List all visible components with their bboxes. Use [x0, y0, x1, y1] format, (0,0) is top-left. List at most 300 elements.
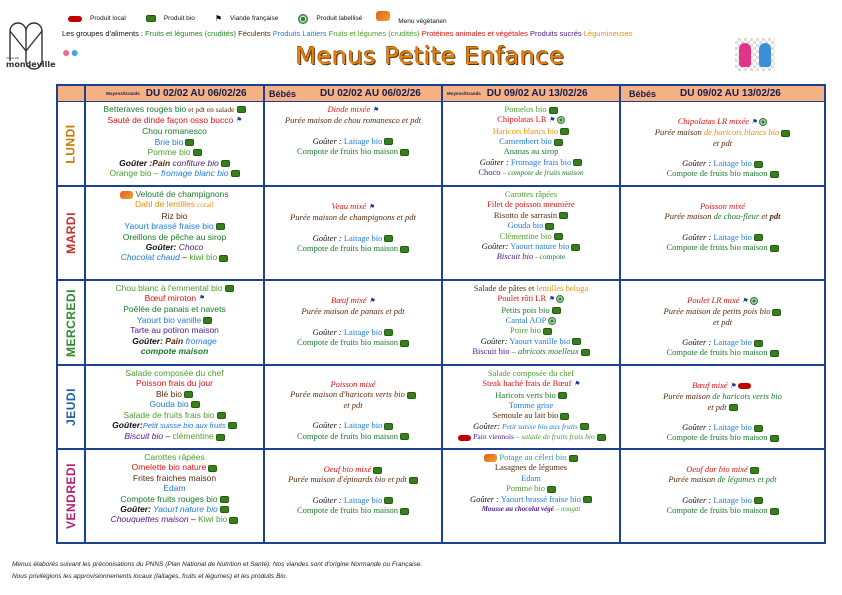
bio-icon [569, 455, 578, 462]
label-rouge-icon [557, 116, 565, 124]
footer-notes [12, 559, 422, 583]
bio-icon [754, 425, 763, 432]
french-flag-icon: ⚑ [214, 14, 223, 23]
menu-item: Mousse au chocolat végé [481, 505, 554, 514]
menu-item: Lasagnes de légumes [494, 462, 568, 473]
bio-icon [229, 517, 238, 524]
menu-item: Carottes râpées [144, 452, 205, 462]
vegetarian-icon [376, 11, 390, 21]
snack-label: Goûter : [682, 231, 712, 242]
bio-icon [400, 340, 409, 347]
day-label: MERCREDI [64, 288, 79, 357]
legend-veg [376, 6, 446, 25]
footer-line-2: Nous privilégions les approvisionnements locaux (laitages, fruits et légumes) et les produits Bio. [12, 573, 288, 580]
menu-item: Laitage bio [341, 135, 383, 146]
menu-item: Laitage bio [711, 422, 752, 433]
menu-table [56, 84, 826, 544]
french-flag-icon: ⚑ [235, 116, 242, 124]
menu-cell-vendredi-w2-bb [621, 450, 826, 544]
snack-label: Goûter: [132, 335, 163, 346]
bio-icon [237, 106, 246, 113]
snack-label: Goûter : [119, 157, 153, 168]
menu-item: fromage blanc bio [160, 167, 229, 178]
french-flag-icon: ⚑ [198, 294, 205, 302]
menu-item: Frites fraiches maison [132, 472, 217, 483]
bio-icon [407, 392, 416, 399]
menu-item: Orange bio – [109, 167, 161, 178]
bio-icon [754, 340, 763, 347]
menu-item: Purée maison [668, 474, 718, 485]
menu-item: – nougat [553, 505, 581, 514]
bio-icon [409, 477, 418, 484]
menu-item: Chocolat chaud [120, 252, 180, 263]
legend-veg-label: Menu végétarien [398, 18, 447, 25]
menu-item: Oeuf bio mixé [323, 464, 372, 474]
babies-icon [735, 38, 775, 71]
bio-icon [225, 285, 234, 292]
bio-icon [185, 139, 194, 146]
menu-item: Chouquettes maison [110, 514, 189, 525]
local-product-icon [738, 383, 751, 389]
bio-icon [770, 508, 779, 515]
bio-icon [545, 223, 554, 230]
bio-icon [552, 307, 561, 314]
menu-item: et pdt [712, 137, 733, 148]
menu-item: Pain [152, 157, 171, 168]
bio-icon [581, 349, 590, 356]
menu-item: Pomelos bio [504, 104, 547, 114]
menu-item: – salade de fruits frais bio [513, 432, 595, 442]
menu-item: Compote de fruits bio maison [296, 146, 399, 157]
bio-icon [384, 235, 393, 242]
menu-item: Cantal AOP [505, 315, 547, 326]
bio-icon [572, 338, 581, 345]
menu-cell-jeudi-w1-mg [86, 366, 265, 450]
header-week2-bb [621, 86, 826, 102]
legend-bio-label: Produit bio [163, 15, 195, 22]
label-rouge-icon [298, 14, 308, 24]
separator: – [179, 252, 190, 263]
group-veg: Fruits et légumes (crudités) [145, 29, 237, 38]
menu-item: Salade de pâtes et [473, 283, 537, 293]
bio-icon [560, 413, 569, 420]
menu-cell-mardi-w2-mg [443, 187, 621, 281]
bio-icon [770, 171, 779, 178]
menu-item: de haricots blancs bio [703, 127, 780, 138]
menu-item: Carottes râpées [504, 189, 558, 199]
menu-item: Compote de fruits bio maison [296, 505, 399, 516]
header-range: DU 02/02 AU 06/02/26 [145, 88, 247, 99]
menu-item: Petit suisse bio aux fruits [500, 421, 578, 431]
menu-item: et pdt [343, 399, 363, 410]
menu-item: de légumes et pdt [717, 474, 777, 485]
group-fruits: Fruits et légumes (crudités) [328, 29, 420, 38]
french-flag-icon: ⚑ [729, 381, 736, 390]
menu-item: Pain [162, 335, 184, 346]
french-flag-icon: ⚑ [368, 296, 375, 305]
snack-label: Goûter: [473, 420, 501, 431]
menu-item: Yaourt nature bio [150, 504, 218, 515]
menu-item: Petits pois bio [501, 304, 550, 315]
menu-item: Purée maison d'épinards bio et pdt [288, 474, 407, 485]
menu-cell-jeudi-w2-bb [621, 366, 826, 450]
menu-item: Tarte au potiron maison [130, 325, 219, 336]
menu-item: Purée maison d'haricots verts bio [290, 389, 405, 400]
bio-icon [384, 423, 393, 430]
menu-item: Purée maison [654, 127, 704, 138]
snack-label: Goûter : [312, 135, 342, 146]
menu-item: corail [195, 200, 214, 210]
bio-icon [781, 130, 790, 137]
menu-item: Biscuit bio [496, 251, 534, 262]
bio-icon [729, 404, 738, 411]
menu-item: et pdt [712, 316, 733, 327]
snack-label: Goûter : [312, 326, 342, 337]
menu-item: Edam [163, 483, 186, 494]
group-sweet: Produits sucrés [530, 29, 582, 38]
bio-icon [549, 107, 558, 114]
bio-icon [754, 234, 763, 241]
menu-item: Kiwi bio [198, 514, 228, 525]
snack-label: Goûter: [120, 504, 151, 515]
menu-item: Choco [478, 167, 501, 178]
menu-item: Compote de fruits bio maison [296, 243, 399, 254]
menu-item: lentilles beluga [536, 283, 589, 293]
menu-item: Salade de fruits frais bio [123, 409, 215, 420]
menu-item: Purée maison de panais et pdt [301, 306, 405, 317]
header-week1-mg [86, 86, 265, 102]
menu-item: Betteraves rouges bio [103, 104, 187, 114]
menu-item: Yaourt vanille bio [507, 335, 571, 346]
menu-item: Dinde mixée [327, 104, 371, 114]
french-flag-icon: ⚑ [548, 295, 555, 304]
menu-item: Semoule au lait bio [492, 410, 559, 421]
bio-icon [220, 506, 229, 513]
snack-label: Goûter: [112, 420, 143, 431]
menu-item: Filet de poisson meunière [487, 199, 575, 210]
menu-cell-lundi-w1-bb [265, 102, 443, 187]
label-rouge-icon [759, 118, 767, 126]
bio-icon [750, 467, 759, 474]
vegetarian-icon [120, 191, 133, 199]
header-week1-bb [265, 86, 443, 102]
day-mardi [58, 187, 86, 281]
menu-item: Laitage bio [341, 494, 383, 505]
menu-item: Poisson frais du jour [135, 378, 213, 389]
header-range: DU 09/02 AU 13/02/26 [680, 88, 781, 99]
menu-item: Laitage bio [711, 494, 752, 505]
menu-cell-mercredi-w2-bb [621, 281, 826, 366]
menu-item: Veau mixé [331, 201, 367, 211]
menu-item: Compote de fruits bio maison [296, 430, 399, 441]
logo-small-text: VILLE DE [6, 56, 20, 60]
legend-local [68, 15, 126, 22]
french-flag-icon: ⚑ [573, 380, 580, 389]
local-product-icon [68, 16, 82, 22]
menu-cell-mercredi-w1-mg [86, 281, 265, 366]
bio-icon [219, 255, 228, 262]
bio-icon [770, 350, 779, 357]
menu-item: Ananas au sirop [503, 146, 559, 157]
french-flag-icon: ⚑ [372, 105, 379, 114]
snack-label: Goûter : [682, 158, 712, 169]
header-week2-mg [443, 86, 621, 102]
menu-item: Bœuf miroton [144, 293, 197, 304]
menu-item: de chou-fleur [713, 211, 760, 222]
vegetarian-icon [484, 454, 497, 462]
footer-line-1: Menus élaborés suivant les préconisations du PNNS (Plan National de Nutrition et Santé). Nos viandes sont d'origine Normande ou Française. [12, 561, 423, 568]
snack-label: Goûter: [480, 335, 508, 346]
menu-item: et [759, 211, 770, 222]
bio-icon [400, 149, 409, 156]
menu-cell-mardi-w1-mg [86, 187, 265, 281]
header-small: Bébés [269, 88, 297, 99]
menu-item: Bœuf mixé [692, 380, 728, 390]
menu-item: clémentine [172, 431, 214, 442]
menu-cell-vendredi-w1-mg [86, 450, 265, 544]
french-flag-icon: ⚑ [741, 296, 748, 305]
header-small: Moyens/Grands [106, 91, 140, 96]
menu-item: Purée maison de champignons et pdt [290, 212, 416, 223]
bio-icon [191, 401, 200, 408]
menu-item: Pain viennois [473, 432, 514, 442]
bio-icon [220, 496, 229, 503]
menu-item: Potage au céleri bio [499, 452, 567, 462]
menu-item: Pomme bio [506, 483, 545, 494]
menu-cell-mercredi-w2-mg [443, 281, 621, 366]
bio-icon [554, 139, 563, 146]
menu-item: Laitage bio [711, 158, 752, 169]
legend-local-label: Produit local [90, 15, 126, 22]
french-flag-icon: ⚑ [368, 202, 375, 211]
snack-label: Goûter : [682, 494, 712, 505]
food-groups-legend [62, 29, 633, 38]
baby-feet-icon: ●● [62, 44, 79, 60]
snack-label: Goûter : [312, 232, 342, 243]
menu-item: Sauté de dinde façon osso bucco [107, 115, 234, 126]
label-rouge-icon [548, 317, 556, 325]
legend-french [215, 14, 278, 23]
menu-item: Yaourt brassé fraise bio [124, 221, 214, 232]
bio-icon [384, 329, 393, 336]
menu-item: Omelette bio nature [131, 462, 207, 473]
bio-icon [208, 465, 217, 472]
menu-item: Poisson mixé [699, 201, 746, 211]
menu-item: Blé bio [156, 388, 182, 399]
menu-cell-mardi-w2-bb [621, 187, 826, 281]
legend-bio [146, 15, 195, 22]
day-label: MARDI [64, 212, 79, 254]
page-title: Menus Petite Enfance [295, 42, 565, 70]
group-legumes: Légumineuses [583, 29, 633, 38]
header-small: Moyens/Grands [447, 91, 481, 96]
menu-item: Compote de fruits bio maison [296, 337, 399, 348]
menu-item: et pdt en salade [186, 105, 235, 114]
bio-icon [770, 435, 779, 442]
menu-item: Yaourt brassé fraise bio [499, 493, 581, 504]
bio-icon [184, 391, 193, 398]
menu-item: Laitage bio [711, 337, 752, 348]
menu-item: kiwi bio [189, 252, 218, 263]
menu-item: Biscuit bio – [124, 431, 173, 442]
bio-icon [217, 412, 226, 419]
bio-icon [554, 233, 563, 240]
menu-item: fromage [183, 335, 217, 346]
day-label: JEUDI [64, 388, 78, 426]
bio-icon [754, 161, 763, 168]
bio-icon [203, 317, 212, 324]
groups-intro: Les groupes d'aliments : [62, 29, 146, 38]
snack-label: Goûter : [312, 420, 342, 431]
header-small: Bébés [629, 88, 657, 99]
snack-label: Goûter : [682, 337, 712, 348]
legend-label-label: Produit labellisé [316, 15, 363, 22]
bio-icon [400, 246, 409, 253]
menu-item: Dahl de lentilles [135, 199, 196, 210]
menu-item: Steak haché frais de Bœuf [482, 378, 572, 389]
menu-item: de haricots verts bio [712, 391, 782, 402]
menu-item: Poisson mixé [330, 379, 376, 389]
menu-item: Purée maison de chou romanesco et pdt [284, 115, 422, 126]
legend [68, 12, 447, 25]
menu-item: Purée maison [664, 211, 714, 222]
menu-item: Poire bio [510, 325, 541, 336]
menu-item: Purée maison de petits pois bio [663, 306, 771, 317]
menu-cell-mardi-w1-bb [265, 187, 443, 281]
menu-item: Yaourt bio vanille [136, 314, 202, 325]
bio-icon [580, 423, 589, 430]
bio-icon [221, 160, 230, 167]
menu-item: pdt [769, 211, 781, 222]
snack-label: Goûter: [481, 241, 509, 252]
header-corner [58, 86, 86, 102]
snack-label: Goûter : [682, 422, 712, 433]
menu-item: Laitage bio [341, 232, 383, 243]
menu-item: Laitage bio [711, 231, 752, 242]
menu-item: compote maison [140, 345, 209, 356]
bio-icon [216, 223, 225, 230]
menu-item: Risotto de sarrasin [493, 209, 558, 220]
menu-item: Edam [521, 472, 541, 483]
label-rouge-icon [556, 295, 564, 303]
day-lundi [58, 102, 86, 187]
menu-cell-mercredi-w1-bb [265, 281, 443, 366]
menu-item: Haricots verts bio [495, 389, 556, 400]
menu-cell-jeudi-w1-bb [265, 366, 443, 450]
menu-item: Biscuit bio [472, 346, 510, 357]
menu-item: – abricots moelleux [509, 346, 579, 357]
menu-cell-vendredi-w1-bb [265, 450, 443, 544]
group-protein: Protéines animales et végétales [421, 29, 528, 38]
menu-item: Camembert bio [499, 136, 552, 147]
menu-cell-lundi-w2-bb [621, 102, 826, 187]
bio-icon [400, 508, 409, 515]
bio-icon [571, 244, 580, 251]
menu-item: – compote de fruits maison [500, 168, 584, 178]
snack-label: Goûter : [479, 156, 509, 167]
day-label: VENDREDI [64, 462, 79, 530]
menu-item: Purée maison [663, 391, 713, 402]
bio-icon [373, 467, 382, 474]
menu-item: Chipolatas LR [497, 114, 547, 125]
menu-item: Compote de fruits bio maison [666, 168, 768, 179]
menu-item: Velouté de champignons [135, 189, 229, 199]
bio-icon [597, 434, 606, 441]
french-flag-icon: ⚑ [751, 117, 758, 126]
menu-item: Bœuf mixé [331, 295, 367, 305]
group-starch: Féculents [238, 29, 271, 38]
day-vendredi [58, 450, 86, 544]
menu-item: Compote fruits rouges bio [120, 493, 218, 504]
day-mercredi [58, 281, 86, 366]
legend-label [298, 14, 362, 24]
bio-icon [193, 149, 202, 156]
menu-item: Oreillons de pêche au sirop [122, 231, 227, 242]
header-range: DU 09/02 AU 13/02/26 [486, 88, 588, 99]
french-flag-icon: ⚑ [548, 116, 555, 125]
menu-item: Poulet rôti LR [497, 293, 547, 304]
menu-item: Compote de fruits bio maison [666, 347, 768, 358]
menu-item: Gouda bio [149, 399, 189, 410]
bio-icon [547, 486, 556, 493]
menu-item: Compote de fruits bio maison [666, 242, 768, 253]
menu-item: Riz bio [161, 210, 188, 221]
bio-icon [400, 433, 409, 440]
menu-item: Fromage frais bio [508, 156, 572, 167]
menu-item: Gouda bio [507, 220, 544, 231]
header-range: DU 02/02 AU 06/02/26 [320, 88, 421, 99]
menu-item: Poêlée de panais et navets [123, 304, 226, 315]
legend-french-label: Viande française [230, 15, 279, 22]
menu-item: Petit suisse bio aux fruits [142, 421, 226, 431]
bio-icon [384, 497, 393, 504]
menu-item: Laitage bio [341, 420, 383, 431]
day-label: LUNDI [64, 123, 79, 164]
menu-item: Compote de fruits bio maison [666, 432, 768, 443]
local-product-icon [458, 435, 471, 441]
logo-name: mondeville [6, 60, 56, 69]
label-rouge-icon [750, 297, 758, 305]
menu-cell-jeudi-w2-mg [443, 366, 621, 450]
menu-item: Chou blanc à l'emmental bio [115, 283, 223, 293]
menu-item: Pomme bio [147, 147, 191, 158]
bio-icon [560, 128, 569, 135]
menu-item: Haricots blancs bio [492, 125, 559, 136]
bio-icon [573, 159, 582, 166]
menu-item: Compote de fruits bio maison [666, 505, 768, 516]
bio-icon [772, 309, 781, 316]
menu-item: Salade composée du chef [125, 368, 224, 378]
menu-cell-vendredi-w2-mg [443, 450, 621, 544]
menu-cell-lundi-w2-mg [443, 102, 621, 187]
bio-icon [583, 496, 592, 503]
menu-item: Chipolatas LR mixée [677, 116, 750, 126]
snack-label: Goûter : [470, 493, 500, 504]
group-dairy: Produits Laitiers [272, 29, 327, 38]
menu-item: Oeuf dur bio mixé [686, 464, 748, 474]
menu-item: Poulet LR mixé [687, 295, 740, 305]
menu-item: Choco [176, 242, 204, 253]
menu-item: Laitage bio [341, 326, 383, 337]
menu-item: Chou romanesco [142, 126, 207, 137]
snack-label: Goûter : [312, 494, 342, 505]
menu-item: Salade composée du chef [487, 368, 575, 378]
menu-item: confiture bio [170, 157, 219, 168]
snack-label: Goûter: [145, 242, 177, 253]
menu-item: Yaourt nature bio [508, 241, 570, 252]
bio-icon [228, 422, 237, 429]
bio-icon [543, 328, 552, 335]
